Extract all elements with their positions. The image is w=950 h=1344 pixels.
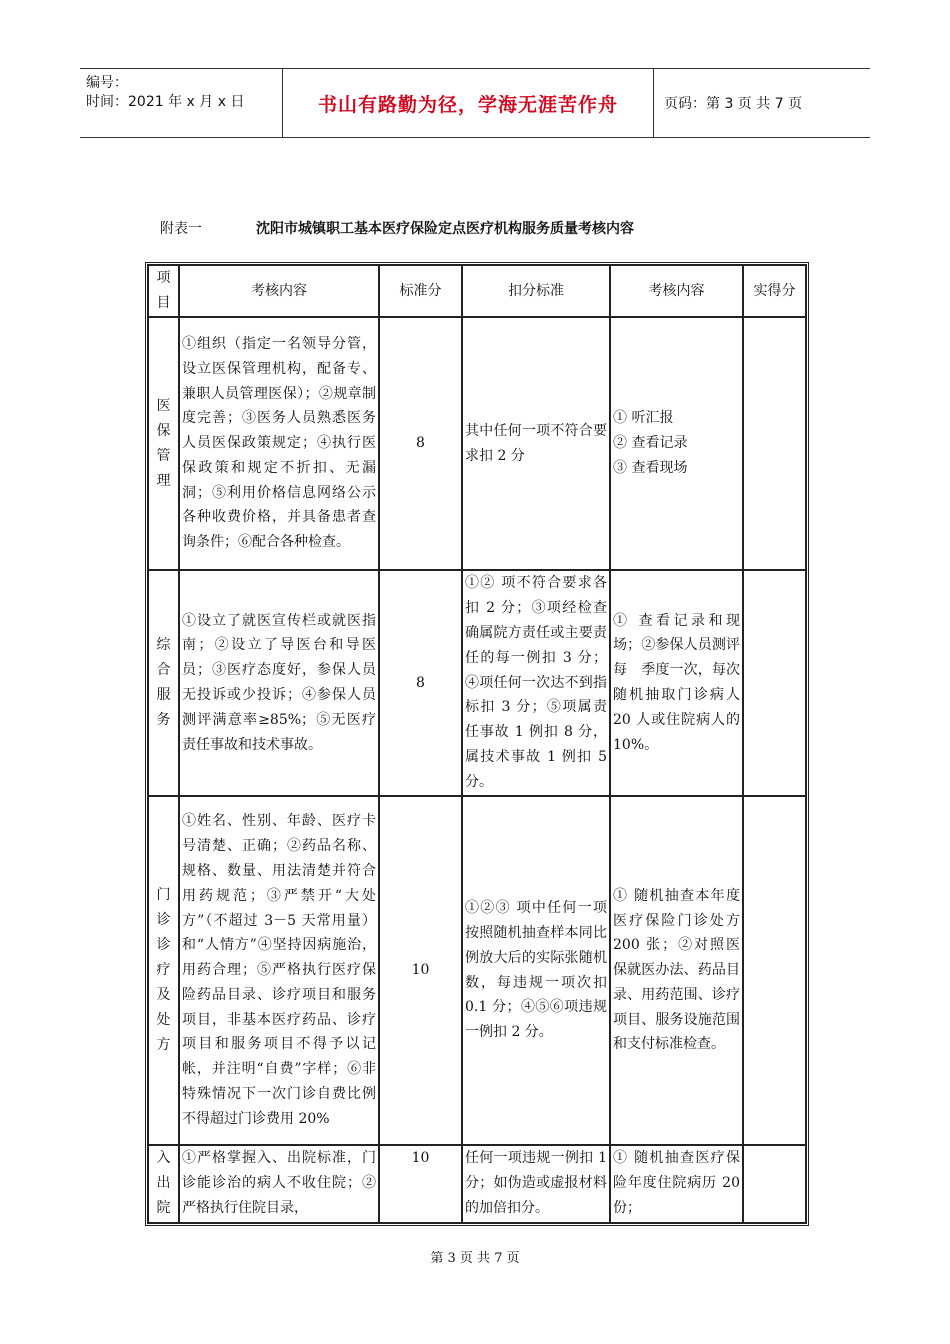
row-actual [743,1145,806,1223]
row-method: ① 随机抽查医疗保险年度住院病历 20 份； [610,1145,743,1223]
header-page-info: 页码：第 3 页 共 7 页 [664,96,803,112]
row-item: 综合服务 [148,570,179,796]
page-header [80,68,870,138]
row-score: 8 [379,317,462,570]
code-label: 编号： [86,75,128,91]
page-footer: 第 3 页 共 7 页 [430,1251,520,1266]
row-content: ①设立了就医宣传栏或就医指南；②设立了导医台和导医员；③医疗态度好，参保人员无投诉或少投诉；④参保人员测评满意率≥85%；⑤无医疗责任事故和技术事故。 [179,570,379,796]
table-row [148,317,806,570]
row-deduction: 任何一项违规一例扣 1 分；如伪造或虚报材料的加倍扣分。 [462,1145,610,1223]
row-method: ① 听汇报 ② 查看记录 ③ 查看现场 [610,317,743,570]
table-row [148,796,806,1145]
header-item: 项目 [148,265,179,317]
document-title: 沈阳市城镇职工基本医疗保险定点医疗机构服务质量考核内容 [256,221,634,237]
row-score: 8 [379,570,462,796]
header-deduction: 扣分标准 [462,265,610,317]
row-item: 医保管理 [148,317,179,570]
row-actual [743,570,806,796]
row-deduction: 其中任何一项不符合要求扣 2 分 [462,317,610,570]
header-method: 考核内容 [610,265,743,317]
assessment-table [145,262,809,1226]
table-row [148,1145,806,1223]
header-motto: 书山有路勤为径，学海无涯苦作舟 [283,69,654,137]
table-row [148,570,806,796]
row-deduction: ①②③ 项中任何一项按照随机抽查样本同比例放大后的实际张随机数，每违规一项次扣 0.1 分；④⑤⑥项违规一例扣 2 分。 [462,796,610,1145]
header-score: 标准分 [379,265,462,317]
row-score: 10 [379,796,462,1145]
header-meta [80,69,283,137]
header-content: 考核内容 [179,265,379,317]
row-content: ①组织（指定一名领导分管，设立医保管理机构，配备专、兼职人员管理医保）；②规章制度完善；③医务人员熟悉医务人员医保政策规定；④执行医保政策和规定不折扣、无漏洞；⑤利用价格信息网络公示各种收费价格，并具备患者查询条件；⑥配合各种检查。 [179,317,379,570]
header-actual: 实得分 [743,265,806,317]
row-method: ① 随机抽查本年度医疗保险门诊处方 200 张；②对照医保就医办法、药品目录、用药范围、诊疗项目、服务设施范围和支付标准检查。 [610,796,743,1145]
row-item: 入出院 [148,1145,179,1223]
appendix-label: 附表一 [160,221,202,237]
row-method: ① 查看记录和现场；②参保人员测评每 季度一次，每次随机抽取门诊病人 20 人或住院病人的 10%。 [610,570,743,796]
row-content: ①姓名、性别、年龄、医疗卡号清楚、正确；②药品名称、规格、数量、用法清楚并符合用药规范；③严禁开“大处方”（不超过 3－5 天常用量）和“人情方”④坚持因病施治，用药合理；⑤严格执行医疗保险药品目录、诊疗项目和服务项目，非基本医疗药品、诊疗项目和服务项目不得予以记帐，并注明“自费”字样；⑥非特殊情况下一次门诊自费比例不得超过门诊费用 20% [179,796,379,1145]
row-deduction: ①② 项不符合要求各扣 2 分；③项经检查确属院方责任或主要责任的每一例扣 3 分；④项任何一次达不到指标扣 3 分；⑤项属责任事故 1 例扣 8 分，属技术事故 1 例扣 5 分。 [462,570,610,796]
date-label: 时间：2021 年 x 月 x 日 [86,94,245,110]
row-actual [743,317,806,570]
row-item: 门诊诊疗及处方 [148,796,179,1145]
row-score: 10 [379,1145,462,1223]
table-header-row [148,265,806,317]
row-content: ①严格掌握入、出院标准，门诊能诊治的病人不收住院；②严格执行住院目录， [179,1145,379,1223]
row-actual [743,796,806,1145]
